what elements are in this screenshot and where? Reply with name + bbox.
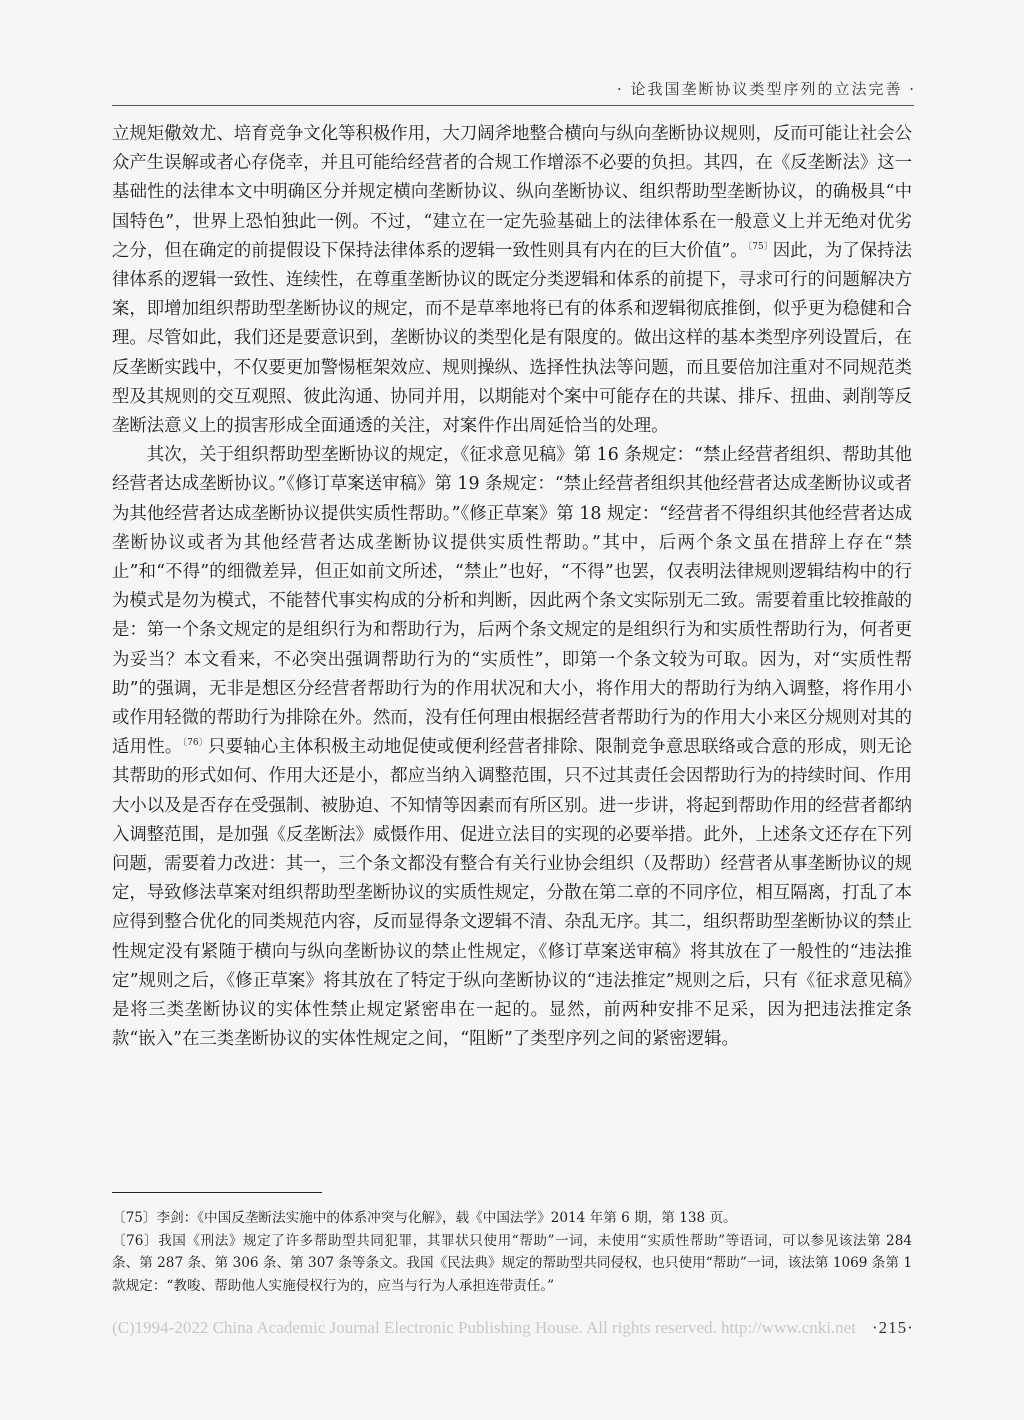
article-body: [112, 120, 912, 1055]
paragraph-continued: [112, 120, 912, 441]
paragraph-text: 立规矩儆效尤、培育竞争文化等积极作用，大刀阔斧地整合横向与纵向垄断协议规则，反而可能让社会公众产生误解或者心存侥幸，并且可能给经营者的合规工作增添不必要的负担。其四，在《反垄断法》这一基础性的法律本文中明确区分并规定横向垄断协议、纵向垄断协议、组织帮助型垄断协议，的确极具“中国特色”，世界上恐怕独此一例。不过，“建立在一定先验基础上的法律体系在一般意义上并无绝对优劣之分，但在确定的前提假设下保持法律体系的逻辑一致性则具有内在的巨大价值”。: [112, 124, 912, 261]
footnote-rule: [112, 1192, 322, 1193]
footnote-ref-75[interactable]: 〔75〕: [747, 242, 773, 253]
paragraph-text: 其次，关于组织帮助型垄断协议的规定，《征求意见稿》第 16 条规定：“禁止经营者组织、帮助其他经营者达成垄断协议。”《修订草案送审稿》第 19 条规定：“禁止经营者组织其他经营者达成垄断协议或者为其他经营者达成垄断协议提供实质性帮助。”《修正草案》第 18 规定：“经营者不得组织其他经营者达成垄断协议或者为其他经营者达成垄断协议提供实质性帮助。”其中，后两个条文虽在措辞上存在“禁止”和“不得”的细微差异，但正如前文所述，“禁止”也好，“不得”也罢，仅表明法律规则逻辑结构中的行为模式是勿为模式，不能替代事实构成的分析和判断，因此两个条文实际别无二致。需要着重比较推敲的是：第一个条文规定的是组织行为和帮助行为，后两个条文规定的是组织行为和实质性帮助行为，何者更为妥当？本文看来，不必突出强调帮助行为的“实质性”，即第一个条文较为可取。因为，对“实质性帮助”的强调，无非是想区分经营者帮助行为的作用状况和大小，将作用大的帮助行为纳入调整，将作用小或作用轻微的帮助行为排除在外。然而，没有任何理由根据经营者帮助行为的作用大小来区分规则对其的适用性。: [112, 445, 912, 758]
header-rule: [112, 105, 914, 106]
paragraph-text: 因此，为了保持法律体系的逻辑一致性、连续性，在尊重垄断协议的既定分类逻辑和体系的前提下，寻求可行的问题解决方案，即增加组织帮助型垄断协议的规定，而不是草率地将已有的体系和逻辑彻底推倒，似乎更为稳健和合理。尽管如此，我们还是要意识到，垄断协议的类型化是有限度的。做出这样的基本类型序列设置后，在反垄断实践中，不仅要更加警惕框架效应、规则操纵、选择性执法等问题，而且要倍加注重对不同规范类型及其规则的交互观照、彼此沟通、协同并用，以期能对个案中可能存在的共谋、排斥、扭曲、剥削等反垄断法意义上的损害形成全面通透的关注，对案件作出周延恰当的处理。: [112, 240, 912, 437]
footnote-75: 〔75〕李剑：《中国反垄断法实施中的体系冲突与化解》，载《中国法学》2014 年第 6 期，第 138 页。: [112, 1210, 737, 1226]
copyright-watermark: (C)1994-2022 China Academic Journal Electronic Publishing House. All rights reserved. http://www.cnki.net: [112, 1318, 856, 1337]
footnote-76: 〔76〕我国《刑法》规定了许多帮助型共同犯罪，其罪状只使用“帮助”一词，未使用“实质性帮助”等语词，可以参见该法第 284 条、第 287 条、第 306 条、第 307 条等条文。我国《民法典》规定的帮助型共同侵权，也只使用“帮助”一词，该法第 1069 条第 1 款规定：“教唆、帮助他人实施侵权行为的，应当与行为人承担连带责任。”: [112, 1232, 912, 1294]
paragraph: [112, 441, 912, 1054]
footnote-ref-76[interactable]: 〔76〕: [182, 738, 209, 749]
footnotes: [112, 1207, 912, 1297]
paragraph-text: 只要轴心主体积极主动地促使或便利经营者排除、限制竞争意思联络或合意的形成，则无论其帮助的形式如何、作用大还是小，都应当纳入调整范围，只不过其责任会因帮助行为的持续时间、作用大小以及是否存在受强制、被胁迫、不知情等因素而有所区别。进一步讲，将起到帮助作用的经营者都纳入调整范围，是加强《反垄断法》威慑作用、促进立法目的实现的必要举措。此外，上述条文还存在下列问题，需要着力改进：其一，三个条文都没有整合有关行业协会组织（及帮助）经营者从事垄断协议的规定，导致修法草案对组织帮助型垄断协议的实质性规定，分散在第二章的不同序位，相互隔离，打乱了本应得到整合优化的同类规范内容，反而显得条文逻辑不清、杂乱无序。其二，组织帮助型垄断协议的禁止性规定没有紧随于横向与纵向垄断协议的禁止性规定，《修订草案送审稿》将其放在了一般性的“违法推定”规则之后，《修正草案》将其放在了特定于纵向垄断协议的“违法推定”规则之后，只有《征求意见稿》是将三类垄断协议的实体性禁止规定紧密串在一起的。显然，前两种安排不足采，因为把违法推定条款“嵌入”在三类垄断协议的实体性规定之间，“阻断”了类型序列之间的紧密逻辑。: [112, 737, 912, 1050]
running-header: · 论我国垄断协议类型序列的立法完善 ·: [616, 80, 916, 98]
page-number: ·215·: [872, 1318, 914, 1337]
